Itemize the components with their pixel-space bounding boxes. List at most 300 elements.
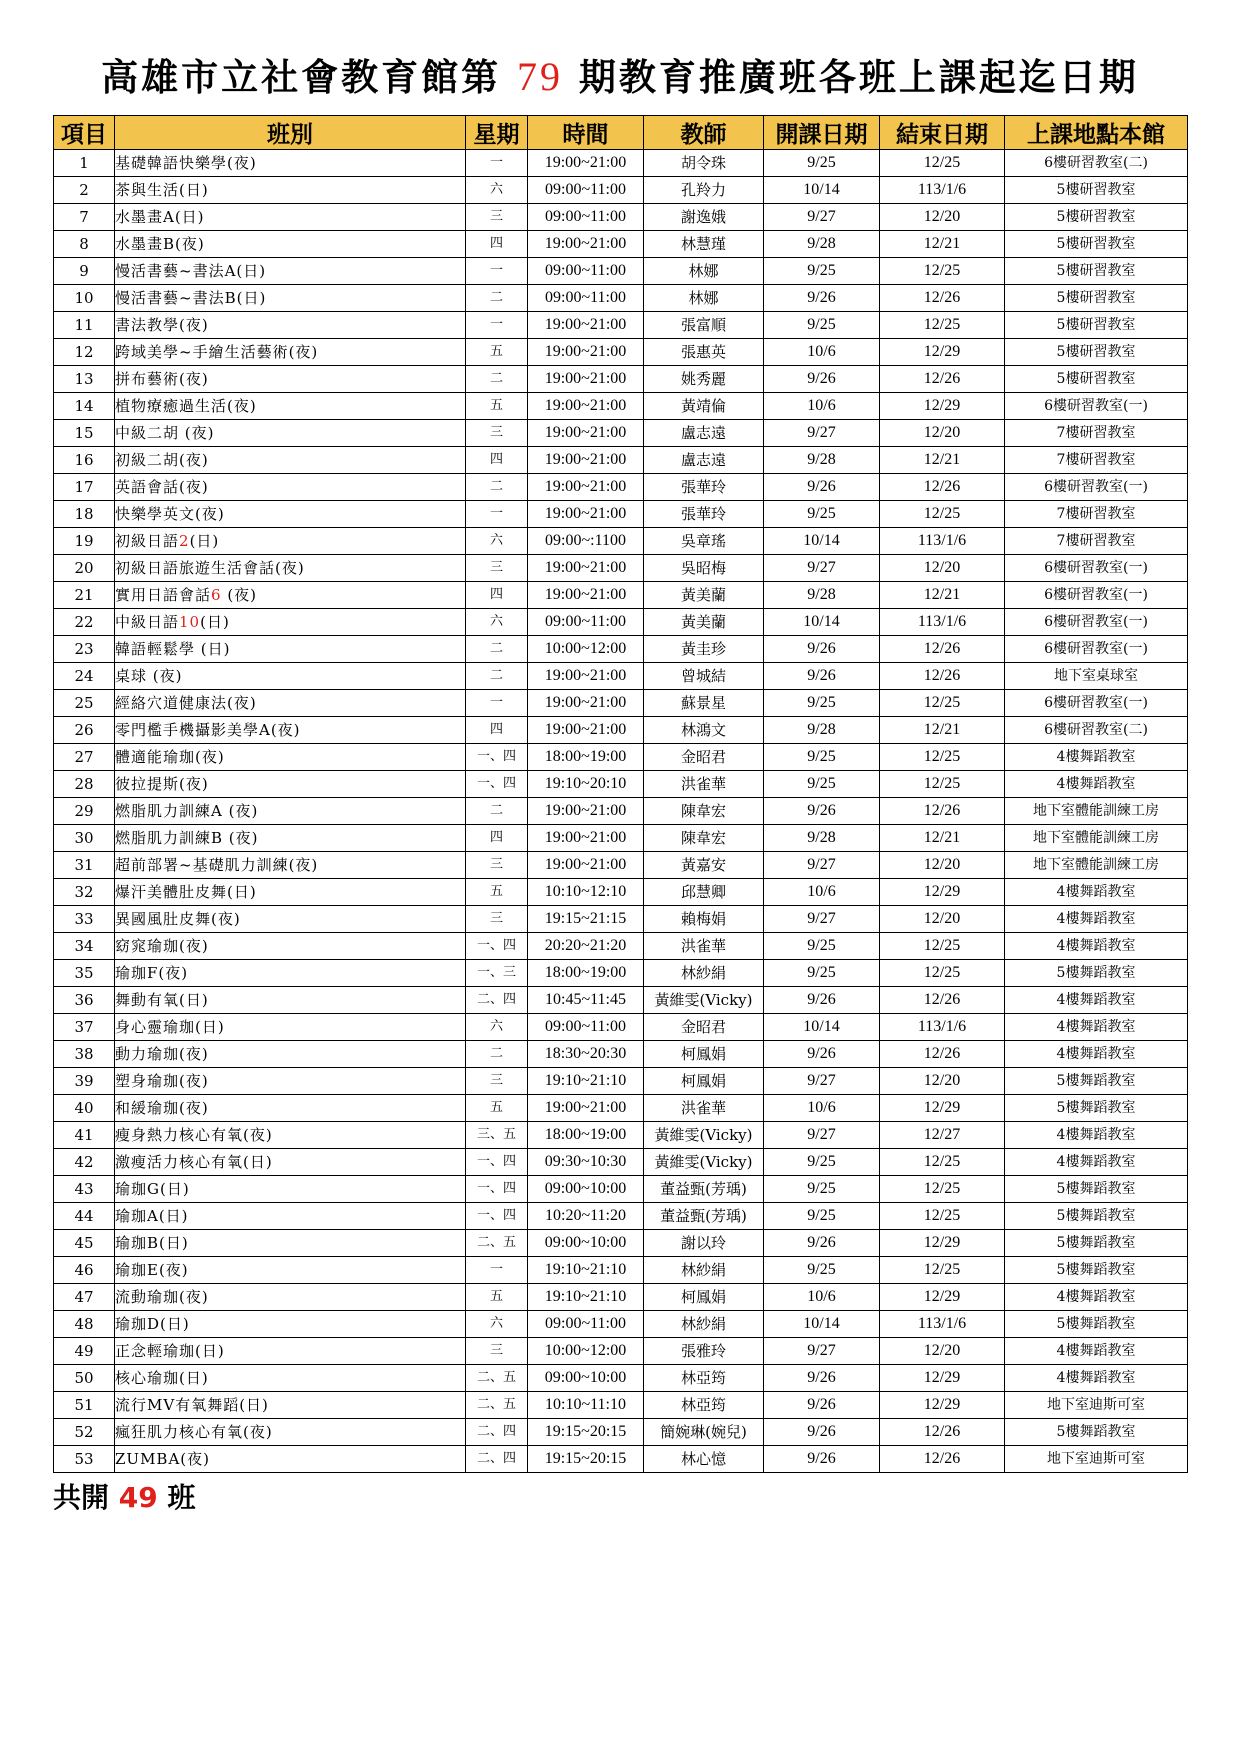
cell-end-date: 12/25 xyxy=(880,258,1005,285)
summary-count: 49 xyxy=(118,1481,158,1514)
cell-time: 09:00~11:00 xyxy=(528,1014,644,1041)
table-row xyxy=(54,1149,1188,1176)
cell-item-no: 44 xyxy=(54,1203,115,1230)
cell-teacher: 張雅玲 xyxy=(644,1338,764,1365)
cell-end-date: 12/26 xyxy=(880,636,1005,663)
table-row xyxy=(54,393,1188,420)
table-row xyxy=(54,150,1188,177)
cell-time: 19:10~21:10 xyxy=(528,1068,644,1095)
cell-teacher: 林亞筠 xyxy=(644,1365,764,1392)
title-prefix: 高雄市立社會教育館第 xyxy=(101,56,517,99)
cell-end-date: 113/1/6 xyxy=(880,1014,1005,1041)
cell-location: 7樓研習教室 xyxy=(1005,501,1188,528)
table-row xyxy=(54,1446,1188,1473)
cell-time: 10:10~11:10 xyxy=(528,1392,644,1419)
cell-end-date: 12/21 xyxy=(880,231,1005,258)
cell-weekday: 一 xyxy=(466,690,528,717)
cell-item-no: 45 xyxy=(54,1230,115,1257)
cell-location: 5樓舞蹈教室 xyxy=(1005,1257,1188,1284)
cell-item-no: 12 xyxy=(54,339,115,366)
cell-teacher: 洪雀華 xyxy=(644,771,764,798)
cell-item-no: 11 xyxy=(54,312,115,339)
cell-end-date: 12/21 xyxy=(880,582,1005,609)
cell-item-no: 32 xyxy=(54,879,115,906)
class-session-text: (夜) xyxy=(221,586,258,604)
cell-class-name: 核心瑜珈(日) xyxy=(115,1365,466,1392)
cell-time: 19:00~21:00 xyxy=(528,393,644,420)
cell-class-name: 和緩瑜珈(夜) xyxy=(115,1095,466,1122)
cell-weekday: 一 xyxy=(466,312,528,339)
cell-end-date: 12/21 xyxy=(880,825,1005,852)
class-level-number: 2 xyxy=(179,532,190,550)
cell-location: 7樓研習教室 xyxy=(1005,420,1188,447)
cell-weekday: 一、四 xyxy=(466,744,528,771)
cell-time: 19:00~21:00 xyxy=(528,150,644,177)
cell-start-date: 9/25 xyxy=(764,150,880,177)
cell-location: 地下室體能訓練工房 xyxy=(1005,798,1188,825)
table-row xyxy=(54,879,1188,906)
cell-start-date: 10/6 xyxy=(764,879,880,906)
cell-item-no: 23 xyxy=(54,636,115,663)
header-teacher: 教師 xyxy=(644,116,764,150)
class-name-text: 初級日語 xyxy=(115,532,180,550)
cell-weekday: 一 xyxy=(466,150,528,177)
cell-start-date: 9/26 xyxy=(764,285,880,312)
table-body xyxy=(54,150,1188,1473)
cell-time: 19:00~21:00 xyxy=(528,690,644,717)
cell-start-date: 9/25 xyxy=(764,1257,880,1284)
cell-end-date: 12/29 xyxy=(880,1365,1005,1392)
cell-item-no: 18 xyxy=(54,501,115,528)
cell-item-no: 33 xyxy=(54,906,115,933)
class-session-text: (日) xyxy=(200,613,230,631)
cell-end-date: 12/20 xyxy=(880,555,1005,582)
table-row xyxy=(54,798,1188,825)
cell-item-no: 29 xyxy=(54,798,115,825)
cell-start-date: 9/25 xyxy=(764,312,880,339)
cell-start-date: 9/28 xyxy=(764,717,880,744)
cell-end-date: 12/20 xyxy=(880,204,1005,231)
cell-item-no: 37 xyxy=(54,1014,115,1041)
header-item-no: 項目 xyxy=(54,116,115,150)
cell-time: 18:30~20:30 xyxy=(528,1041,644,1068)
cell-teacher: 張華玲 xyxy=(644,474,764,501)
table-row xyxy=(54,447,1188,474)
table-row xyxy=(54,231,1188,258)
cell-location: 6樓研習教室(一) xyxy=(1005,609,1188,636)
cell-weekday: 二 xyxy=(466,366,528,393)
cell-end-date: 12/29 xyxy=(880,879,1005,906)
cell-end-date: 12/26 xyxy=(880,663,1005,690)
cell-start-date: 9/27 xyxy=(764,1338,880,1365)
cell-class-name: 慢活書藝~書法B(日) xyxy=(115,285,466,312)
table-row xyxy=(54,636,1188,663)
table-row xyxy=(54,771,1188,798)
table-row xyxy=(54,1095,1188,1122)
cell-start-date: 9/25 xyxy=(764,1176,880,1203)
cell-start-date: 9/27 xyxy=(764,852,880,879)
cell-weekday: 一、四 xyxy=(466,771,528,798)
table-row xyxy=(54,285,1188,312)
cell-class-name: 初級日語旅遊生活會話(夜) xyxy=(115,555,466,582)
cell-start-date: 9/26 xyxy=(764,366,880,393)
class-session-text: (日) xyxy=(189,532,220,550)
cell-end-date: 12/26 xyxy=(880,285,1005,312)
cell-weekday: 一 xyxy=(466,258,528,285)
cell-location: 4樓舞蹈教室 xyxy=(1005,1041,1188,1068)
cell-class-name: 窈窕瑜珈(夜) xyxy=(115,933,466,960)
cell-class-name: 跨域美學~手繪生活藝術(夜) xyxy=(115,339,466,366)
cell-weekday: 二 xyxy=(466,1041,528,1068)
cell-start-date: 9/25 xyxy=(764,744,880,771)
cell-time: 19:00~21:00 xyxy=(528,825,644,852)
cell-time: 19:00~21:00 xyxy=(528,474,644,501)
title-suffix: 期教育推廣班各班上課起迄日期 xyxy=(563,56,1139,99)
cell-location: 地下室桌球室 xyxy=(1005,663,1188,690)
cell-weekday: 三 xyxy=(466,906,528,933)
summary-suffix: 班 xyxy=(157,1481,196,1514)
cell-teacher: 柯鳳娟 xyxy=(644,1068,764,1095)
cell-weekday: 四 xyxy=(466,717,528,744)
cell-time: 09:30~10:30 xyxy=(528,1149,644,1176)
cell-end-date: 12/20 xyxy=(880,852,1005,879)
cell-item-no: 34 xyxy=(54,933,115,960)
cell-location: 地下室體能訓練工房 xyxy=(1005,852,1188,879)
cell-location: 4樓舞蹈教室 xyxy=(1005,744,1188,771)
cell-location: 5樓研習教室 xyxy=(1005,312,1188,339)
cell-location: 4樓舞蹈教室 xyxy=(1005,771,1188,798)
table-row xyxy=(54,717,1188,744)
cell-start-date: 9/26 xyxy=(764,663,880,690)
table-row xyxy=(54,1122,1188,1149)
cell-item-no: 31 xyxy=(54,852,115,879)
cell-teacher: 黃維雯(Vicky) xyxy=(644,987,764,1014)
cell-location: 6樓研習教室(二) xyxy=(1005,717,1188,744)
cell-location: 5樓舞蹈教室 xyxy=(1005,1176,1188,1203)
cell-teacher: 陳韋宏 xyxy=(644,798,764,825)
cell-weekday: 三 xyxy=(466,420,528,447)
cell-location: 地下室迪斯可室 xyxy=(1005,1446,1188,1473)
cell-weekday: 六 xyxy=(466,528,528,555)
cell-end-date: 12/27 xyxy=(880,1122,1005,1149)
cell-teacher: 柯鳳娟 xyxy=(644,1041,764,1068)
cell-time: 19:00~21:00 xyxy=(528,339,644,366)
cell-start-date: 9/27 xyxy=(764,1068,880,1095)
cell-class-name: 中級二胡 (夜) xyxy=(115,420,466,447)
cell-class-name: 英語會話(夜) xyxy=(115,474,466,501)
cell-teacher: 金昭君 xyxy=(644,1014,764,1041)
cell-weekday: 三、五 xyxy=(466,1122,528,1149)
cell-time: 09:00~:1100 xyxy=(528,528,644,555)
cell-item-no: 8 xyxy=(54,231,115,258)
cell-location: 5樓舞蹈教室 xyxy=(1005,1068,1188,1095)
cell-location: 4樓舞蹈教室 xyxy=(1005,933,1188,960)
cell-class-name: 茶與生活(日) xyxy=(115,177,466,204)
cell-location: 4樓舞蹈教室 xyxy=(1005,906,1188,933)
header-time: 時間 xyxy=(528,116,644,150)
cell-class-name: 水墨畫A(日) xyxy=(115,204,466,231)
cell-teacher: 盧志遠 xyxy=(644,420,764,447)
class-level-number: 6 xyxy=(211,586,222,604)
cell-weekday: 一、四 xyxy=(466,1176,528,1203)
cell-time: 19:10~21:10 xyxy=(528,1284,644,1311)
cell-class-name xyxy=(115,609,466,636)
table-row xyxy=(54,744,1188,771)
cell-time: 09:00~11:00 xyxy=(528,285,644,312)
cell-class-name: 塑身瑜珈(夜) xyxy=(115,1068,466,1095)
cell-end-date: 12/25 xyxy=(880,690,1005,717)
header-location: 上課地點本館 xyxy=(1005,116,1188,150)
cell-location: 6樓研習教室(一) xyxy=(1005,690,1188,717)
cell-start-date: 9/28 xyxy=(764,447,880,474)
cell-class-name: 正念輕瑜珈(日) xyxy=(115,1338,466,1365)
cell-teacher: 張惠英 xyxy=(644,339,764,366)
cell-weekday: 六 xyxy=(466,609,528,636)
cell-location: 5樓研習教室 xyxy=(1005,366,1188,393)
cell-end-date: 12/21 xyxy=(880,717,1005,744)
cell-time: 19:00~21:00 xyxy=(528,447,644,474)
cell-start-date: 9/26 xyxy=(764,1392,880,1419)
cell-item-no: 48 xyxy=(54,1311,115,1338)
cell-location: 5樓舞蹈教室 xyxy=(1005,1311,1188,1338)
table-row xyxy=(54,501,1188,528)
cell-weekday: 六 xyxy=(466,177,528,204)
table-row xyxy=(54,1068,1188,1095)
cell-item-no: 49 xyxy=(54,1338,115,1365)
cell-end-date: 113/1/6 xyxy=(880,177,1005,204)
cell-start-date: 9/26 xyxy=(764,1230,880,1257)
cell-weekday: 三 xyxy=(466,1068,528,1095)
cell-class-name: 異國風肚皮舞(夜) xyxy=(115,906,466,933)
cell-location: 5樓舞蹈教室 xyxy=(1005,1203,1188,1230)
cell-teacher: 黃嘉安 xyxy=(644,852,764,879)
cell-location: 5樓舞蹈教室 xyxy=(1005,1095,1188,1122)
cell-time: 10:20~11:20 xyxy=(528,1203,644,1230)
cell-item-no: 9 xyxy=(54,258,115,285)
cell-end-date: 12/21 xyxy=(880,447,1005,474)
cell-start-date: 9/26 xyxy=(764,636,880,663)
cell-location: 5樓研習教室 xyxy=(1005,258,1188,285)
table-row xyxy=(54,609,1188,636)
cell-teacher: 張富順 xyxy=(644,312,764,339)
cell-item-no: 43 xyxy=(54,1176,115,1203)
cell-location: 4樓舞蹈教室 xyxy=(1005,1284,1188,1311)
cell-item-no: 26 xyxy=(54,717,115,744)
table-row xyxy=(54,987,1188,1014)
cell-time: 19:00~21:00 xyxy=(528,555,644,582)
cell-teacher: 林鴻文 xyxy=(644,717,764,744)
cell-end-date: 12/25 xyxy=(880,312,1005,339)
cell-teacher: 胡令珠 xyxy=(644,150,764,177)
cell-start-date: 9/26 xyxy=(764,798,880,825)
cell-location: 5樓研習教室 xyxy=(1005,177,1188,204)
cell-teacher: 黃圭珍 xyxy=(644,636,764,663)
cell-end-date: 12/25 xyxy=(880,1203,1005,1230)
cell-weekday: 二 xyxy=(466,636,528,663)
cell-start-date: 9/28 xyxy=(764,582,880,609)
cell-start-date: 9/28 xyxy=(764,825,880,852)
cell-teacher: 董益甄(芳瑀) xyxy=(644,1203,764,1230)
cell-item-no: 20 xyxy=(54,555,115,582)
cell-weekday: 五 xyxy=(466,1095,528,1122)
cell-end-date: 12/25 xyxy=(880,933,1005,960)
table-row xyxy=(54,933,1188,960)
cell-weekday: 二、四 xyxy=(466,987,528,1014)
cell-item-no: 46 xyxy=(54,1257,115,1284)
cell-class-name: 流動瑜珈(夜) xyxy=(115,1284,466,1311)
cell-item-no: 35 xyxy=(54,960,115,987)
header-weekday: 星期 xyxy=(466,116,528,150)
cell-start-date: 9/27 xyxy=(764,906,880,933)
cell-class-name: 桌球 (夜) xyxy=(115,663,466,690)
cell-location: 7樓研習教室 xyxy=(1005,528,1188,555)
class-name-text: 實用日語會話 xyxy=(115,586,212,604)
cell-end-date: 12/25 xyxy=(880,1149,1005,1176)
cell-weekday: 一 xyxy=(466,501,528,528)
cell-end-date: 12/20 xyxy=(880,1338,1005,1365)
cell-class-name: 燃脂肌力訓練A (夜) xyxy=(115,798,466,825)
cell-teacher: 黃美蘭 xyxy=(644,609,764,636)
cell-end-date: 12/26 xyxy=(880,987,1005,1014)
cell-item-no: 24 xyxy=(54,663,115,690)
cell-weekday: 一、三 xyxy=(466,960,528,987)
class-count-summary xyxy=(53,1478,195,1518)
cell-teacher: 吳昭梅 xyxy=(644,555,764,582)
cell-teacher: 董益甄(芳瑀) xyxy=(644,1176,764,1203)
cell-weekday: 三 xyxy=(466,555,528,582)
cell-class-name xyxy=(115,528,466,555)
class-name-text: 中級日語 xyxy=(115,613,180,631)
cell-time: 10:00~12:00 xyxy=(528,636,644,663)
cell-start-date: 9/26 xyxy=(764,1419,880,1446)
cell-weekday: 二 xyxy=(466,663,528,690)
cell-location: 5樓研習教室 xyxy=(1005,339,1188,366)
cell-weekday: 二 xyxy=(466,285,528,312)
table-row xyxy=(54,1176,1188,1203)
cell-start-date: 9/27 xyxy=(764,1122,880,1149)
cell-class-name: 韓語輕鬆學 (日) xyxy=(115,636,466,663)
cell-item-no: 36 xyxy=(54,987,115,1014)
cell-item-no: 19 xyxy=(54,528,115,555)
cell-item-no: 15 xyxy=(54,420,115,447)
cell-class-name: 植物療癒過生活(夜) xyxy=(115,393,466,420)
table-row xyxy=(54,1419,1188,1446)
cell-weekday: 四 xyxy=(466,231,528,258)
cell-class-name: 動力瑜珈(夜) xyxy=(115,1041,466,1068)
cell-item-no: 7 xyxy=(54,204,115,231)
cell-start-date: 10/14 xyxy=(764,1311,880,1338)
cell-class-name: 瑜珈E(夜) xyxy=(115,1257,466,1284)
cell-time: 19:10~20:10 xyxy=(528,771,644,798)
cell-start-date: 10/6 xyxy=(764,1095,880,1122)
table-row xyxy=(54,1041,1188,1068)
cell-class-name: 瑜珈G(日) xyxy=(115,1176,466,1203)
cell-item-no: 27 xyxy=(54,744,115,771)
table-row xyxy=(54,1203,1188,1230)
cell-location: 6樓研習教室(一) xyxy=(1005,474,1188,501)
cell-location: 6樓研習教室(一) xyxy=(1005,555,1188,582)
cell-item-no: 22 xyxy=(54,609,115,636)
cell-teacher: 林慧瑾 xyxy=(644,231,764,258)
cell-location: 5樓舞蹈教室 xyxy=(1005,960,1188,987)
cell-start-date: 9/25 xyxy=(764,1149,880,1176)
cell-end-date: 12/26 xyxy=(880,1446,1005,1473)
cell-weekday: 三 xyxy=(466,1338,528,1365)
cell-time: 19:00~21:00 xyxy=(528,663,644,690)
cell-location: 6樓研習教室(一) xyxy=(1005,393,1188,420)
table-row xyxy=(54,1338,1188,1365)
cell-weekday: 五 xyxy=(466,879,528,906)
cell-weekday: 三 xyxy=(466,204,528,231)
cell-time: 19:15~20:15 xyxy=(528,1446,644,1473)
cell-item-no: 17 xyxy=(54,474,115,501)
cell-end-date: 12/29 xyxy=(880,1230,1005,1257)
cell-teacher: 林娜 xyxy=(644,258,764,285)
cell-time: 19:15~21:15 xyxy=(528,906,644,933)
table-row xyxy=(54,1014,1188,1041)
cell-location: 6樓研習教室(一) xyxy=(1005,582,1188,609)
cell-start-date: 10/14 xyxy=(764,177,880,204)
cell-end-date: 12/20 xyxy=(880,420,1005,447)
cell-item-no: 14 xyxy=(54,393,115,420)
cell-class-name: 瘦身熱力核心有氧(夜) xyxy=(115,1122,466,1149)
cell-class-name: 彼拉提斯(夜) xyxy=(115,771,466,798)
cell-class-name xyxy=(115,582,466,609)
cell-end-date: 12/20 xyxy=(880,1068,1005,1095)
cell-end-date: 12/25 xyxy=(880,501,1005,528)
cell-class-name: 瑜珈D(日) xyxy=(115,1311,466,1338)
cell-weekday: 一、四 xyxy=(466,1149,528,1176)
table-row xyxy=(54,960,1188,987)
cell-teacher: 黃維雯(Vicky) xyxy=(644,1149,764,1176)
cell-end-date: 12/25 xyxy=(880,1176,1005,1203)
cell-item-no: 10 xyxy=(54,285,115,312)
cell-end-date: 12/29 xyxy=(880,1392,1005,1419)
table-row xyxy=(54,1230,1188,1257)
cell-start-date: 9/25 xyxy=(764,933,880,960)
cell-location: 4樓舞蹈教室 xyxy=(1005,1365,1188,1392)
cell-start-date: 9/26 xyxy=(764,1365,880,1392)
cell-start-date: 9/25 xyxy=(764,960,880,987)
class-level-number: 10 xyxy=(179,613,201,631)
cell-time: 18:00~19:00 xyxy=(528,744,644,771)
cell-time: 19:00~21:00 xyxy=(528,501,644,528)
cell-start-date: 10/6 xyxy=(764,1284,880,1311)
cell-end-date: 12/25 xyxy=(880,771,1005,798)
table-row xyxy=(54,258,1188,285)
cell-class-name: 初級二胡(夜) xyxy=(115,447,466,474)
cell-class-name: 瘋狂肌力核心有氧(夜) xyxy=(115,1419,466,1446)
table-row xyxy=(54,204,1188,231)
cell-end-date: 12/29 xyxy=(880,1095,1005,1122)
cell-teacher: 謝以玲 xyxy=(644,1230,764,1257)
cell-time: 09:00~11:00 xyxy=(528,177,644,204)
cell-end-date: 12/29 xyxy=(880,1284,1005,1311)
table-row xyxy=(54,366,1188,393)
cell-end-date: 12/25 xyxy=(880,744,1005,771)
cell-start-date: 10/14 xyxy=(764,528,880,555)
cell-time: 19:00~21:00 xyxy=(528,231,644,258)
cell-teacher: 蘇景星 xyxy=(644,690,764,717)
cell-time: 19:15~20:15 xyxy=(528,1419,644,1446)
cell-class-name: 慢活書藝~書法A(日) xyxy=(115,258,466,285)
table-row xyxy=(54,420,1188,447)
cell-item-no: 13 xyxy=(54,366,115,393)
cell-weekday: 一、四 xyxy=(466,1203,528,1230)
title-term-number: 79 xyxy=(517,54,563,99)
cell-time: 09:00~11:00 xyxy=(528,258,644,285)
cell-time: 19:00~21:00 xyxy=(528,420,644,447)
